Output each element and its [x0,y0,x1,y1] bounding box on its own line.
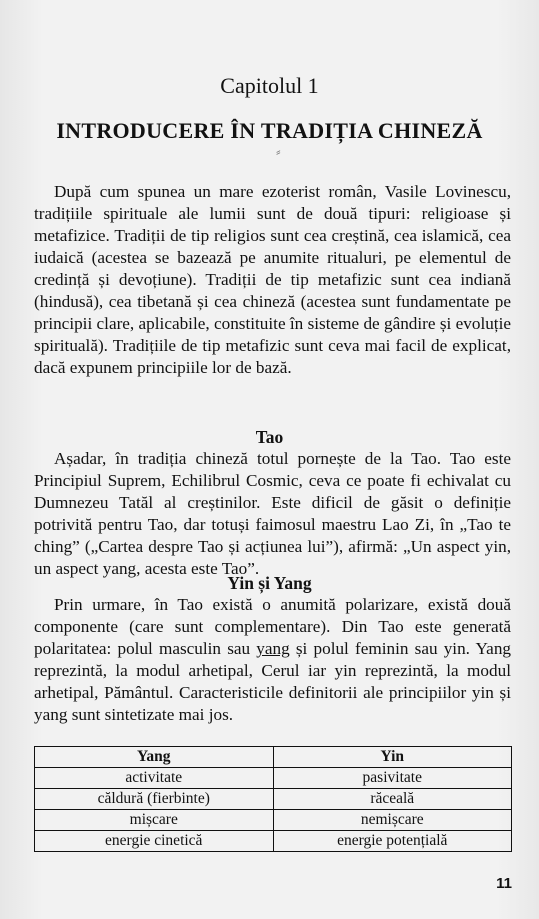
table-row [35,810,512,831]
yin-yang-table [34,746,512,852]
intro-paragraph: După cum spunea un mare ezoterist român, Vasile Lovinescu, tradițiile spirituale ale lumii sunt de două tipuri: religioase și metafizice. Tradiții de tip religios sunt cea creștină, cea islamică, cea iudaică (acestea se bazează pe anumite ritualuri, pe elementul de credință și devoțiune). Tradiții de tip metafizic sunt cea indiană (hindusă), cea tibetană și cea chineză (acestea sunt fundamentate pe principii clare, aplicabile, constituite în sisteme de gândire și evoluție spirituală). Tradițiile de tip metafizic sunt ceva mai facil de explicat, dacă expunem principiile lor de bază. [34,182,511,377]
table-row [35,789,512,810]
section-heading-tao: Tao [255,427,284,447]
tao-paragraph: Așadar, în tradiția chineză totul pornește de la Tao. Tao este Principiul Suprem, Echilibrul Cosmic, ceva ce poate fi echivalat cu Dumnezeu Tatăl al creștinilor. Este dificil de găsit o definiție potrivită pentru Tao, dar totuși faimosul maestru Lao Zi, în „Tao te ching” („Cartea despre Tao și acțiunea lui”), afirmă: „Un aspect yin, un aspect yang, acesta este Tao”. [34,449,511,578]
bleed-through-text [130,22,134,44]
table-cell: energie cinetică [35,831,274,852]
table-cell: activitate [35,768,274,789]
table-row [35,831,512,852]
chapter-label: Capitolul 1 [220,73,319,98]
ornament-mark: ⸗ [276,145,281,160]
table-cell: nemișcare [273,810,512,831]
table-header-cell: Yang [35,747,274,768]
underlined-word: yang [256,639,290,658]
table-cell: energie potențială [273,831,512,852]
chapter-title: INTRODUCERE ÎN TRADIȚIA CHINEZĂ [56,118,483,143]
section-heading-yin-yang: Yin și Yang [227,573,312,593]
table-cell: răceală [273,789,512,810]
table-header-row [35,747,512,768]
table-cell: pasivitate [273,768,512,789]
table-cell: căldură (fierbinte) [35,789,274,810]
page-number: 11 [496,875,512,892]
table-header-cell: Yin [273,747,512,768]
yin-yang-paragraph: Prin urmare, în Tao există o anumită polarizare, există două componente (care sunt complementare). Din Tao este generată polaritatea: polul masculin sau yang și polul feminin sau yin. Yang reprezintă, la modul arhetipal, Cerul iar yin reprezintă, la modul arhetipal, Pământul. Caracteristicile definitorii ale principiilor yin și yang sunt sintetizate mai jos. [34,595,512,724]
table-cell: mișcare [35,810,274,831]
table-row [35,768,512,789]
